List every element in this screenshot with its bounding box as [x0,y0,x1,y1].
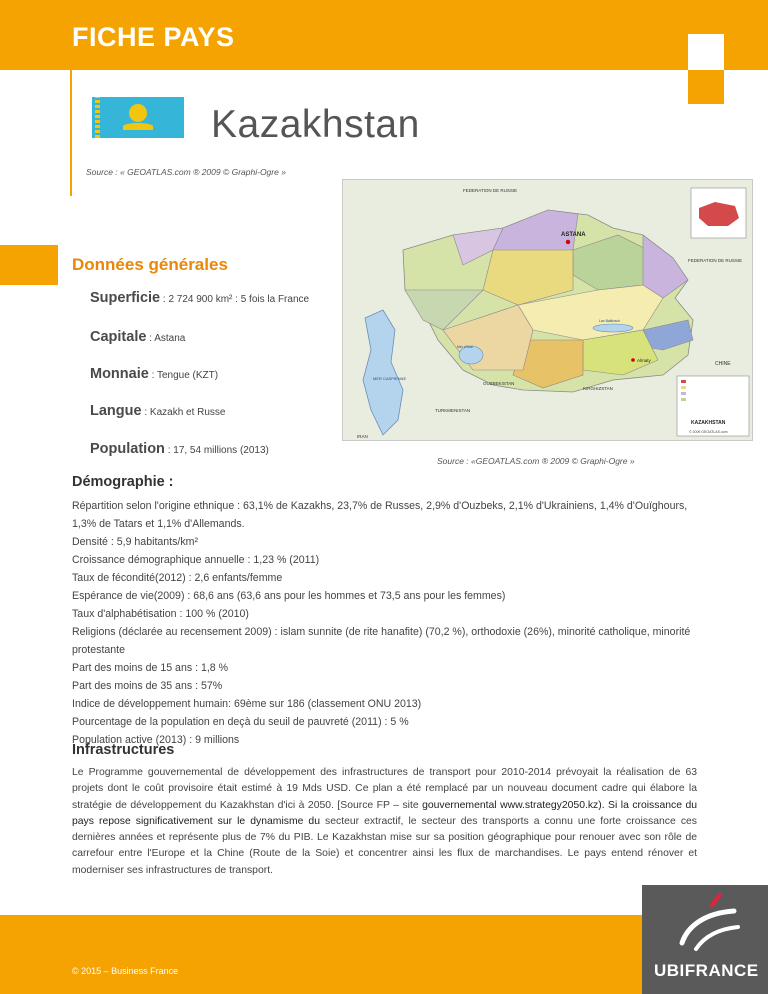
list-item: Religions (déclarée au recensement 2009) : islam sunnite (de rite hanafite) (70,2 %), orthodoxie (26%), minorité catholique, minorité protestante [72,626,691,656]
map-legend [677,376,749,436]
deco-square [688,70,724,104]
list-item: Population active (2013) : 9 millions [72,734,240,746]
map-credit: © 2009 GEOATLAS.com [689,430,728,434]
section-heading-general: Données générales [72,255,228,274]
header-band [0,0,768,70]
map-label-russia-north: FEDERATION DE RUSSIE [463,188,518,193]
field-langue [90,403,226,419]
country-name: Kazakhstan [211,103,420,146]
section-heading-infrastructures: Infrastructures [72,742,175,758]
map-label-kyrgyzstan: KIRGHIZSTAN [583,386,613,391]
flag-eagle-icon [123,123,153,130]
balkhash-lake [593,324,633,332]
legend-swatch [681,398,686,401]
flag-ornament [95,97,100,138]
field-capitale [90,329,185,345]
header-divider [70,70,72,196]
demography-list [72,497,697,749]
field-label: Langue [90,403,142,419]
list-item: Densité : 5,9 habitants/km² [72,536,199,548]
field-value: : 17, 54 millions (2013) [164,445,269,456]
field-monnaie [90,366,218,382]
list-item: Espérance de vie(2009) : 68,6 ans (63,6 ans pour les hommes et 73,5 ans pour les femmes) [72,590,506,602]
list-item: Répartition selon l'origine ethnique : 63,1% de Kazakhs, 23,7% de Russes, 2,9% d'Ouzbeks, 2,1% d'Ukrainiens, 1,4% d'Ouïghours, 1,3% de Tatars et 1,1% d'Allemands. [72,500,688,530]
map-label-china: CHINE [715,361,731,367]
field-value: : Tengue (KZT) [148,370,219,381]
field-value: : Kazakh et Russe [141,407,226,418]
map-label-uzbekistan: OUZBEKISTAN [483,381,515,386]
strategy-link[interactable]: gouvernemental www.strategy2050.kz). Si la croissance du pays repose significativement sur le dynamisme du [72,799,697,827]
list-item: Pourcentage de la population en deçà du seuil de pauvreté (2011) : 5 % [72,716,409,728]
section-heading-demography: Démographie : [72,474,174,490]
legend-swatch [681,392,686,395]
map-label-russia-east: FEDERATION DE RUSSIE [688,258,743,263]
field-label: Capitale [90,329,147,345]
map-label-almaty: Almaty [637,358,651,363]
field-label: Population [90,441,165,457]
city-marker [631,358,635,362]
field-value: : Astana [146,333,186,344]
map-label-iran: IRAN [357,434,368,439]
logo-text: UBIFRANCE [654,961,759,980]
flag-source: Source : « GEOATLAS.com ® 2009 © Graphi-Ogre » [86,167,286,177]
flag-sun-icon [129,104,147,122]
country-map [342,179,753,441]
logo-mark-icon [642,885,768,955]
map-source: Source : «GEOATLAS.com ® 2009 © Graphi-Ogre » [437,456,635,466]
copyright: © 2015 – Business France [72,966,179,976]
list-item: Part des moins de 35 ans : 57% [72,680,223,692]
page-title: FICHE PAYS [72,22,235,52]
paragraph-text: Le Programme gouvernemental de développement des infrastructures de transport pour 2010-2014 prévoyait la réalisation de 63 projets dont le coût provisoire était estimé à 19 Mds USD. Ce plan a été remplacé par un nouveau document cadre qui élabore la stratégie de développement du Kazakhstan d'ici à 2050. [Source FP – site [72,767,697,811]
field-superficie [90,290,309,306]
map-label-aral: Mer d'Aral [457,345,473,349]
infrastructures-text [72,765,697,879]
field-label: Superficie [90,290,161,306]
legend-swatch [681,380,686,383]
legend-swatch [681,386,686,389]
list-item: Croissance démographique annuelle : 1,23 % (2011) [72,554,320,566]
deco-square [688,34,724,70]
list-item: Indice de développement humain: 69ème sur 186 (classement ONU 2013) [72,698,422,710]
capital-marker [566,240,570,244]
list-item: Taux de fécondité(2012) : 2,6 enfants/femme [72,572,283,584]
paragraph-text: secteur extractif, le secteur des transports a connu une forte croissance ces dernières années et représente plus de 7% du PIB. Le Kazakhstan mise sur sa position géographique pour renouer avec son rôle de carrefour entre l'Europe et la Chine (Route de la Soie) et concentrer ainsi les flux de marchandises. Le pays entend rénover et moderniser ses infrastructures de transport. [72,815,697,876]
map-label-turkmenistan: TURKMENISTAN [435,408,471,413]
section-marker [0,245,58,285]
field-value: : 2 724 900 km² : 5 fois la France [160,294,310,305]
list-item: Taux d'alphabétisation : 100 % (2010) [72,608,249,620]
map-label-balkhash: Lac Balkhach [599,319,621,323]
list-item: Part des moins de 15 ans : 1,8 % [72,662,229,674]
map-label-caspian: MER CASPIENNE [373,376,407,381]
kazakhstan-flag [92,97,184,138]
deco-square [724,34,768,70]
map-label-astana: ASTANA [561,232,586,238]
field-label: Monnaie [90,366,149,382]
map-legend-title: KAZAKHSTAN [691,420,726,426]
field-population [90,441,269,457]
